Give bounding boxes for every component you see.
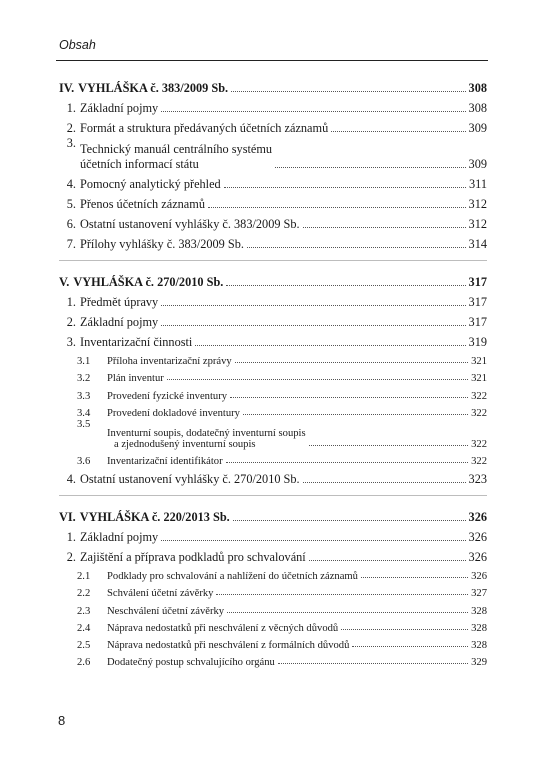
toc-page-number: 326: [468, 549, 487, 564]
toc-page-number: 326: [468, 509, 487, 524]
dot-leader: [303, 227, 466, 228]
toc-entry-number: 4.: [66, 471, 76, 486]
dot-leader: [167, 379, 468, 380]
section-divider: [59, 495, 487, 496]
toc-page-number: 327: [471, 588, 487, 600]
toc-entry-title: Základní pojmy: [80, 101, 159, 115]
dot-leader: [230, 397, 468, 398]
toc-entry-number: 5.: [66, 197, 76, 211]
toc-entry-number: 2.1: [77, 571, 91, 583]
toc-entry-number: 1.: [66, 295, 76, 309]
toc-entry-title: Provedení dokladové inventury: [107, 407, 240, 419]
toc-entry-number: 4.: [66, 177, 76, 191]
toc-entry-title: Schválení účetní závěrky: [107, 588, 214, 600]
toc-entry-title-line: Technický manuál centrálního systému: [80, 142, 273, 156]
toc-section-heading: [59, 270, 487, 290]
toc-entry-title: Inventarizační činnosti: [80, 335, 193, 349]
toc-page-number: 321: [471, 356, 487, 368]
toc-entry-title: Základní pojmy: [80, 315, 159, 329]
toc-entry-title: Inventarizační identifikátor: [107, 455, 223, 467]
toc-entry-title: VYHLÁŠKA č. 270/2010 Sb.: [73, 275, 224, 289]
toc-entry-number: 2.: [66, 121, 76, 135]
toc-subentry: [59, 582, 487, 599]
toc-entry-title: [107, 428, 306, 450]
toc-entry-title: Pomocný analytický přehled: [80, 177, 221, 191]
dot-leader: [303, 482, 466, 483]
toc-entry: [59, 136, 487, 172]
toc-entry: [59, 525, 487, 545]
toc-entry-title: Zajištění a příprava podkladů pro schvalování: [80, 549, 306, 564]
toc-entry-number: 3.3: [77, 390, 91, 402]
toc-page-number: 322: [471, 455, 487, 467]
toc-section: [59, 76, 487, 252]
toc-page-number: 312: [468, 197, 487, 211]
toc-entry: [59, 192, 487, 212]
toc-page-number: 322: [471, 438, 487, 450]
dot-leader: [361, 577, 468, 578]
dot-leader: [341, 629, 468, 630]
toc-entry-number: 3.: [66, 335, 76, 349]
dot-leader: [216, 594, 468, 595]
toc-entry-number: 1.: [66, 529, 76, 544]
toc-entry-title: [80, 142, 272, 172]
dot-leader: [231, 91, 465, 92]
toc-page-number: 328: [471, 605, 487, 617]
toc-entry: [59, 172, 487, 192]
toc-entry-number: 2.: [66, 315, 76, 329]
dot-leader: [235, 362, 468, 363]
toc-page-number: 317: [468, 315, 487, 329]
dot-leader: [208, 207, 466, 208]
toc-entry-number: 3.4: [77, 407, 91, 419]
toc-page-number: 312: [468, 217, 487, 231]
toc-entry-title: Neschválení účetní závěrky: [107, 605, 225, 617]
dot-leader: [233, 520, 466, 521]
toc-page-number: 308: [468, 101, 487, 115]
toc-page-number: 323: [468, 471, 487, 486]
toc-page-number: 328: [471, 639, 487, 651]
toc-entry-number: 3.: [66, 136, 76, 150]
toc-entry: [59, 467, 487, 487]
toc-subentry: [59, 651, 487, 668]
toc-entry-number: 2.4: [77, 622, 91, 634]
dot-leader: [226, 462, 469, 463]
toc-entry: [59, 330, 487, 350]
toc-entry-number: 2.: [66, 549, 76, 564]
toc-entry: [59, 310, 487, 330]
dot-leader: [161, 325, 465, 326]
toc-entry-title: Náprava nedostatků při neschválení z věcných důvodů: [107, 622, 339, 634]
toc-entry: [59, 116, 487, 136]
dot-leader: [161, 305, 465, 306]
table-of-contents: [59, 76, 487, 668]
toc-subentry: [59, 565, 487, 582]
toc-page-number: 314: [468, 237, 487, 251]
dot-leader: [352, 646, 468, 647]
toc-entry-title: Předmět úpravy: [80, 295, 159, 309]
toc-section: [59, 270, 487, 487]
dot-leader: [278, 663, 468, 664]
dot-leader: [309, 445, 469, 446]
dot-leader: [243, 414, 468, 415]
dot-leader: [161, 111, 465, 112]
toc-entry-title: Základní pojmy: [80, 529, 159, 544]
toc-subentry: [59, 617, 487, 634]
dot-leader: [331, 131, 465, 132]
toc-page-number: 329: [471, 657, 487, 669]
toc-subentry: [59, 402, 487, 419]
toc-entry-title: Ostatní ustanovení vyhlášky č. 270/2010 Sb.: [80, 471, 300, 486]
toc-entry: [59, 290, 487, 310]
toc-page-number: 322: [471, 407, 487, 419]
toc-entry-title: Podklady pro schvalování a nahlížení do účetních záznamů: [107, 571, 358, 583]
toc-entry-number: 3.5: [77, 418, 91, 430]
toc-section-heading: [59, 505, 487, 525]
toc-page-number: 309: [468, 121, 487, 135]
toc-entry: [59, 545, 487, 565]
toc-entry: [59, 96, 487, 116]
toc-section: [59, 505, 487, 668]
toc-entry-title: Ostatní ustanovení vyhlášky č. 383/2009 Sb.: [80, 217, 300, 231]
toc-entry-title: Dodatečný postup schvalujícího orgánu: [107, 657, 275, 669]
toc-entry-title: Náprava nedostatků při neschválení z formálních důvodů: [107, 639, 350, 651]
page-number: 8: [58, 713, 66, 728]
dot-leader: [275, 167, 465, 168]
toc-entry-title: Plán inventur: [107, 373, 164, 385]
toc-page-number: 319: [468, 335, 487, 349]
toc-page-number: 326: [471, 571, 487, 583]
toc-entry-number: 6.: [66, 217, 76, 231]
toc-page-number: 322: [471, 390, 487, 402]
toc-entry-title-line: a zjednodušený inventurní soupis: [114, 438, 256, 450]
dot-leader: [161, 540, 465, 541]
toc-entry-number: 1.: [66, 101, 76, 115]
dot-leader: [309, 560, 466, 561]
toc-entry-number: 7.: [66, 237, 76, 251]
toc-subentry: [59, 384, 487, 401]
toc-entry-number: V.: [59, 275, 70, 289]
toc-entry: [59, 212, 487, 232]
toc-page-number: 328: [471, 622, 487, 634]
toc-entry-title: Příloha inventarizační zprávy: [107, 356, 232, 368]
toc-subentry: [59, 367, 487, 384]
toc-page-number: 317: [468, 295, 487, 309]
dot-leader: [227, 612, 468, 613]
header-rule: [56, 60, 488, 61]
toc-entry: [59, 232, 487, 252]
toc-entry-number: 2.3: [77, 605, 91, 617]
toc-entry-number: 2.6: [77, 657, 91, 669]
dot-leader: [195, 345, 465, 346]
toc-page-number: 321: [471, 373, 487, 385]
toc-entry-title: VYHLÁŠKA č. 383/2009 Sb.: [78, 81, 229, 95]
toc-entry-number: IV.: [59, 81, 75, 95]
toc-subentry: [59, 634, 487, 651]
section-divider: [59, 260, 487, 261]
toc-entry-title: Provedení fyzické inventury: [107, 390, 228, 402]
toc-entry-number: VI.: [59, 509, 76, 524]
dot-leader: [247, 247, 466, 248]
toc-page-number: 326: [468, 529, 487, 544]
toc-entry-number: 2.2: [77, 588, 91, 600]
toc-entry-number: 3.1: [77, 356, 91, 368]
toc-subentry: [59, 350, 487, 367]
toc-entry-title: VYHLÁŠKA č. 220/2013 Sb.: [79, 509, 230, 524]
running-header: Obsah: [59, 38, 96, 52]
toc-subentry: [59, 599, 487, 616]
dot-leader: [226, 285, 465, 286]
toc-subentry: [59, 419, 487, 450]
toc-subentry: [59, 450, 487, 467]
toc-section-heading: [59, 76, 487, 96]
toc-entry-title: Přílohy vyhlášky č. 383/2009 Sb.: [80, 237, 244, 251]
dot-leader: [224, 187, 466, 188]
toc-entry-title-line: Inventurní soupis, dodatečný inventurní soupis: [107, 427, 306, 439]
toc-entry-number: 2.5: [77, 639, 91, 651]
toc-entry-title: Formát a struktura předávaných účetních záznamů: [80, 121, 329, 135]
toc-entry-title: Přenos účetních záznamů: [80, 197, 205, 211]
toc-entry-number: 3.2: [77, 373, 91, 385]
toc-page-number: 311: [469, 177, 487, 191]
toc-entry-title-line: účetních informací státu: [80, 157, 199, 171]
toc-page-number: 309: [468, 157, 487, 171]
toc-page-number: 317: [468, 275, 487, 289]
toc-page-number: 308: [468, 81, 487, 95]
toc-entry-number: 3.6: [77, 455, 91, 467]
